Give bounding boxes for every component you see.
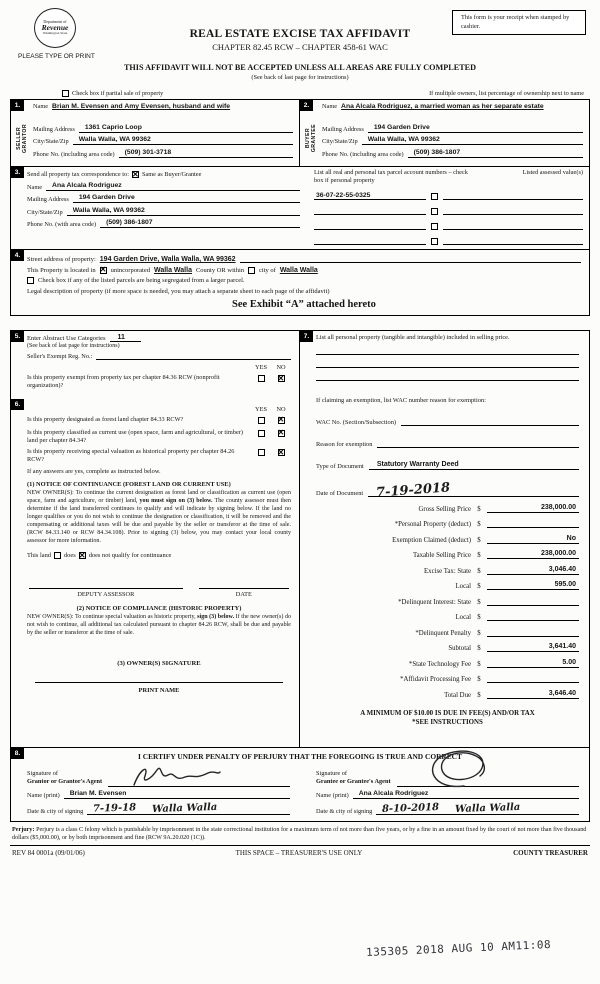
- corr-name-label: Name: [27, 183, 43, 191]
- gross-selling-price-row: [316, 504, 579, 513]
- multiple-owners-note: If multiple owners, list percentage of ownership next to name: [429, 90, 584, 97]
- title-block: [120, 28, 480, 52]
- assessed-value-line-2[interactable]: [443, 206, 583, 215]
- personal-property-line-3[interactable]: [316, 368, 579, 381]
- county-treasurer-label: COUNTY TREASURER: [513, 849, 588, 858]
- document-date-value: 7-19-2018: [375, 480, 451, 501]
- seller-phone-value: (509) 301-3718: [119, 149, 293, 158]
- forest-land-question: Is this property designated as forest land chapter 84.33 RCW?: [27, 415, 184, 423]
- buyer-citystatezip-value: Walla Walla, WA 99362: [362, 136, 583, 145]
- print-name-label: PRINT NAME: [138, 687, 180, 695]
- legal-description-label: Legal description of property (if more space is needed, you may attach a separate sheet to each page of the affidavit): [27, 287, 330, 295]
- assessed-value-line-1[interactable]: [443, 191, 583, 200]
- wac-no-label: WAC No. (Section/Subsection): [316, 419, 397, 427]
- seller-phone-label: Phone No. (including area code): [33, 150, 115, 158]
- continuance-notice-body: NEW OWNER(S): To continue the current designation as forest land or classification as current use (open space, farm and agriculture, or timber) land, you must sign on (3) below. The county assessor must then determine if the land transferred continues to qualify and will indicate by signing below. If the land no longer qualifies or you do not wish to continue the designation or classification, it will be removed and the compensating or additional taxes will be due and payable by the seller or transferor at the time of sale. (RCW 84.33.140 or RCW 84.34.108). Prior to signing (3) below, you may contact your local county assessor for more information.: [27, 490, 291, 544]
- parcel-row: [314, 206, 583, 215]
- continuance-notice-title: (1) NOTICE OF CONTINUANCE (FOREST LAND OR CURRENT USE): [27, 481, 231, 489]
- document-type-value: Statutory Warranty Deed: [369, 461, 579, 470]
- grantor-date-city-line[interactable]: [87, 803, 290, 815]
- total-due-value: 3,646.40: [487, 690, 579, 699]
- dollar-sign: $: [477, 614, 481, 622]
- unincorporated-label: unincorporated: [110, 266, 150, 274]
- partial-sale-label: Check box if partial sale of property: [72, 90, 164, 97]
- perjury-label: Perjury:: [12, 826, 35, 833]
- street-address-line[interactable]: [240, 255, 581, 263]
- document-date-label: Date of Document: [316, 490, 364, 498]
- assessor-date-line[interactable]: [199, 579, 289, 589]
- perjury-notice: [10, 826, 590, 843]
- exemption-note: If claiming an exemption, list WAC number reason for exemption:: [316, 397, 486, 405]
- dollar-sign: $: [477, 552, 481, 560]
- grantee-signature-label: Signature of Grantee or Grantee's Agent: [316, 769, 391, 786]
- deputy-assessor-signature-line[interactable]: [29, 579, 183, 589]
- current-use-question: Is this property classified as current use (open space, farm and agricultural, or timber) land per chapter 84.34?: [27, 428, 243, 444]
- tax-correspondence-label: Send all property tax correspondence to:: [27, 171, 129, 178]
- land-does-not-label: does not qualify for continuance: [88, 552, 172, 560]
- street-address-label: Street address of property:: [27, 256, 96, 264]
- grantee-signature-scribble: [418, 746, 502, 792]
- grantor-date-label: Date & city of signing: [27, 807, 84, 815]
- land-does-label: does: [63, 552, 76, 560]
- current-use-no-checkbox[interactable]: [278, 430, 285, 437]
- buyer-citystatezip-label: City/State/Zip: [322, 138, 358, 145]
- historic-no-checkbox[interactable]: [278, 449, 285, 456]
- seller-name-value: Brian M. Evensen and Amy Evensen, husband and wife: [52, 103, 231, 110]
- grantor-signature[interactable]: [108, 767, 290, 787]
- exemption-claimed-label: Exemption Claimed (deduct): [392, 536, 471, 544]
- seller-grantor-side-label: SELLER GRANTOR: [15, 123, 28, 153]
- parcel-number-line-2[interactable]: [314, 206, 426, 215]
- legal-description-value: See Exhibit “A” attached hereto: [232, 298, 376, 310]
- parcel-personal-checkbox-2[interactable]: [431, 208, 438, 215]
- personal-property-deduct-label: *Personal Property (deduct): [394, 521, 471, 529]
- seller-mailing-label: Mailing Address: [33, 125, 75, 133]
- street-address-value: 194 Garden Drive, Walla Walla, WA 99362: [99, 256, 236, 264]
- grantee-signature[interactable]: [397, 767, 579, 787]
- assessed-values-header: Listed assessed value(s): [522, 169, 583, 176]
- assessed-value-line-3[interactable]: [443, 221, 583, 230]
- sellers-exempt-reg-line[interactable]: [96, 352, 291, 360]
- buyer-mailing-label: Mailing Address: [322, 125, 364, 133]
- grantee-date-label: Date & city of signing: [316, 807, 373, 815]
- personal-property-deduct-row: [316, 519, 579, 528]
- property-tax-exempt-question: Is this property exempt from property tax per chapter 84.36 RCW (nonprofit organization)?: [27, 374, 220, 390]
- section-divider-gap: [10, 316, 590, 330]
- delinquent-interest-state-row: [316, 597, 579, 606]
- seller-name-label: Name: [33, 103, 49, 110]
- personal-property-deduct-value[interactable]: [487, 519, 579, 528]
- city-of-label: city of: [259, 266, 276, 274]
- seller-mailing-value: 1361 Caprio Loop: [79, 124, 293, 133]
- dollar-sign: $: [477, 521, 481, 529]
- section-2-badge: 2.: [300, 100, 313, 111]
- dollar-sign: $: [477, 598, 481, 606]
- deputy-assessor-row: [27, 579, 291, 598]
- this-land-label: This land: [27, 552, 51, 560]
- parcel-list-header: List all real and personal tax parcel account numbers – check box if personal property: [314, 169, 468, 184]
- total-due-row: [316, 690, 579, 699]
- grantor-signing-date: 7-19-18: [93, 801, 137, 815]
- perjury-text: Perjury is a class C felony which is punishable by imprisonment in the state correctional institution for a maximum term of not more than five years, or by a fine in an amount fixed by the court of not more than five thousand dollars ($5,000.00), or by both imprisonment and fine (RCW 9A.20.020 (1C)).: [12, 826, 587, 842]
- assessor-date-label: DATE: [235, 591, 252, 599]
- grantee-name-value: Ana Alcala Rodriguez: [353, 790, 579, 799]
- section-5: [11, 331, 299, 395]
- section-7-badge: 7.: [300, 331, 313, 342]
- taxable-selling-price-value: 238,000.00: [487, 550, 579, 559]
- affidavit-processing-fee-label: *Affidavit Processing Fee: [400, 676, 471, 684]
- excise-tax-state-value: 3,046.40: [487, 566, 579, 575]
- section-6-badge: 6.: [11, 399, 24, 410]
- dollar-sign: $: [477, 676, 481, 684]
- segregated-label: Check box if any of the listed parcels are being segregated from a larger parcel.: [38, 277, 245, 285]
- s5-exempt-yes-checkbox[interactable]: [258, 375, 265, 382]
- parcel-list-block: [306, 167, 589, 249]
- section-8: [10, 748, 590, 822]
- dollar-sign: $: [477, 505, 481, 513]
- dept-of-revenue-logo: [34, 8, 76, 48]
- buyer-mailing-value: 194 Garden Drive: [368, 124, 583, 133]
- please-type-or-print-label: PLEASE TYPE OR PRINT: [18, 53, 95, 60]
- section-6: [11, 399, 299, 700]
- compliance-notice-title: (2) NOTICE OF COMPLIANCE (HISTORIC PROPERTY): [76, 605, 242, 613]
- seller-citystatezip-value: Walla Walla, WA 99362: [73, 136, 293, 145]
- section-3: [10, 167, 590, 250]
- if-yes-note: If any answers are yes, complete as instructed below.: [27, 468, 161, 476]
- section-3-badge: 3.: [11, 167, 24, 178]
- form-title: REAL ESTATE EXCISE TAX AFFIDAVIT: [189, 28, 411, 40]
- state-technology-fee-value: 5.00: [487, 659, 579, 668]
- county-value: Walla Walla: [153, 266, 192, 274]
- owners-signature-line[interactable]: [35, 667, 283, 683]
- section-1-badge: 1.: [11, 100, 24, 111]
- segregated-checkbox[interactable]: [27, 277, 34, 284]
- delinquent-interest-local-label: Local: [455, 614, 471, 622]
- personal-property-line-1[interactable]: [316, 342, 579, 355]
- tax-correspondence-block: [11, 167, 306, 249]
- logo-dept-text: Department of: [43, 18, 67, 24]
- county-or-within-label: County OR within: [195, 266, 245, 274]
- grantee-signature-block: [300, 763, 589, 821]
- parcel-number-value: 36-07-22-55-0325: [314, 192, 426, 200]
- parcel-number-line-3[interactable]: [314, 221, 426, 230]
- owners-signature-label: (3) OWNER(S) SIGNATURE: [117, 660, 201, 668]
- cashier-timestamp-stamp: 135305 2018 AUG 10 AM11:08: [365, 937, 552, 960]
- unincorporated-checkbox[interactable]: [100, 267, 107, 274]
- section-4: [10, 250, 590, 316]
- delinquent-penalty-row: [316, 628, 579, 637]
- compliance-notice-body: NEW OWNER(S): To continue special valuation as historic property, sign (3) below. If the new owner(s) do not wish to continue, all additional tax calculated pursuant to chapter 84.26 RCW, shall be due and payable by the seller or transferor at the time of sale.: [27, 614, 292, 637]
- s6-yes-no-header: YES NO: [255, 405, 286, 413]
- document-type-label: Type of Document: [316, 463, 364, 471]
- grantor-signing-city: Walla Walla: [152, 801, 218, 815]
- grantor-name-label: Name (print): [27, 792, 60, 800]
- same-as-buyer-checkbox[interactable]: [132, 171, 139, 178]
- corr-citystatezip-label: City/State/Zip: [27, 208, 63, 216]
- forest-yes-checkbox[interactable]: [258, 417, 265, 424]
- dollar-sign: $: [477, 583, 481, 591]
- exemption-claimed-value: No: [487, 535, 579, 544]
- gross-selling-price-label: Gross Selling Price: [418, 505, 471, 513]
- current-use-yes-checkbox[interactable]: [258, 430, 265, 437]
- certify-statement: I CERTIFY UNDER PENALTY OF PERJURY THAT THE FOREGOING IS TRUE AND CORRECT: [138, 751, 462, 761]
- buyer-section: [300, 100, 589, 166]
- dollar-sign: $: [477, 629, 481, 637]
- affidavit-processing-fee-value[interactable]: [487, 674, 579, 683]
- land-does-checkbox[interactable]: [54, 552, 61, 559]
- grantor-signature-label: Signature of Grantor or Grantor's Agent: [27, 769, 103, 786]
- excise-tax-local-row: [316, 581, 579, 590]
- land-does-not-checkbox[interactable]: [79, 552, 86, 559]
- parcel-row: [314, 191, 583, 200]
- seller-citystatezip-label: City/State/Zip: [33, 138, 69, 145]
- minimum-fee-note: A MINIMUM OF $10.00 IS DUE IN FEE(S) AND/OR TAX: [360, 709, 535, 717]
- delinquent-interest-state-label: *Delinquent Interest: State: [398, 598, 471, 606]
- abstract-use-note: (See back of last page for instructions): [27, 342, 120, 349]
- abstract-use-value: 11: [110, 334, 141, 342]
- grantee-name-label: Name (print): [316, 792, 349, 800]
- parcel-personal-checkbox-4[interactable]: [431, 238, 438, 245]
- excise-tax-state-row: [316, 566, 579, 575]
- dollar-sign: $: [477, 691, 481, 699]
- section-5-badge: 5.: [11, 331, 24, 342]
- sections-5-6-7: [10, 330, 590, 748]
- state-technology-fee-label: *State Technology Fee: [408, 660, 471, 668]
- see-instructions-note: *SEE INSTRUCTIONS: [412, 718, 483, 726]
- delinquent-penalty-value[interactable]: [487, 628, 579, 637]
- wac-no-line[interactable]: [401, 417, 579, 426]
- parcel-number-line-4[interactable]: [314, 236, 426, 245]
- assessed-value-line-4[interactable]: [443, 236, 583, 245]
- same-as-buyer-label: Same as Buyer/Grantee: [141, 171, 202, 178]
- corr-phone-value: (509) 386-1807: [100, 219, 300, 228]
- excise-tax-local-value: 595.00: [487, 581, 579, 590]
- buyer-phone-value: (509) 386-1807: [408, 149, 583, 158]
- parcel-personal-checkbox-1[interactable]: [431, 193, 438, 200]
- corr-name-value: Ana Alcala Rodriguez: [46, 182, 300, 191]
- subtotal-label: Subtotal: [448, 645, 471, 653]
- grantee-signing-date: 8-10-2018: [382, 801, 440, 815]
- reason-for-exemption-line[interactable]: [377, 439, 579, 448]
- parcel-row: [314, 236, 583, 245]
- state-technology-fee-row: [316, 659, 579, 668]
- historic-yes-checkbox[interactable]: [258, 449, 265, 456]
- parcel-row: [314, 221, 583, 230]
- located-in-label: This Property is located in: [27, 266, 96, 274]
- warning-subtext: (See back of last page for instructions): [251, 74, 349, 81]
- grantor-name-value: Brian M. Evensen: [64, 790, 290, 799]
- deputy-assessor-cell: [29, 579, 183, 598]
- dollar-sign: $: [477, 660, 481, 668]
- logo-revenue-text: Revenue: [41, 23, 69, 33]
- total-due-label: Total Due: [444, 691, 471, 699]
- sellers-exempt-reg-label: Seller's Exempt Reg. No.:: [27, 353, 93, 361]
- taxable-selling-price-row: [316, 550, 579, 559]
- form-footer: [10, 845, 590, 857]
- corr-phone-label: Phone No. (with area code): [27, 221, 97, 228]
- seller-section: [11, 100, 300, 166]
- parcel-personal-checkbox-3[interactable]: [431, 223, 438, 230]
- dollar-sign: $: [477, 536, 481, 544]
- assessor-date-cell: [199, 579, 289, 598]
- section-8-badge: 8.: [11, 748, 24, 759]
- forest-no-checkbox[interactable]: [278, 417, 285, 424]
- rev-number: REV 84 0001a (09/01/06): [12, 849, 85, 858]
- parties-section: [10, 99, 590, 167]
- corr-mailing-value: 194 Garden Drive: [73, 194, 300, 203]
- deputy-assessor-label: DEPUTY ASSESSOR: [77, 591, 135, 599]
- s5-yes-no-header: YES NO: [255, 364, 286, 372]
- delinquent-interest-local-value[interactable]: [487, 612, 579, 621]
- buyer-phone-label: Phone No. (including area code): [322, 150, 404, 158]
- delinquent-interest-state-value[interactable]: [487, 597, 579, 606]
- dollar-sign: $: [477, 567, 481, 575]
- corr-mailing-label: Mailing Address: [27, 196, 69, 203]
- buyer-name-value: Ana Alcala Rodriguez, a married woman as her separate estate: [341, 103, 544, 110]
- excise-tax-local-label: Local: [455, 583, 471, 591]
- subtotal-row: [316, 643, 579, 652]
- partial-sale-checkbox[interactable]: [62, 90, 69, 97]
- left-column: [11, 331, 300, 747]
- dollar-sign: $: [477, 645, 481, 653]
- exemption-claimed-row: [316, 535, 579, 544]
- grantor-signature-scribble: [130, 763, 222, 791]
- logo-state-text: Washington State: [42, 31, 68, 36]
- s5-exempt-no-checkbox[interactable]: [278, 375, 285, 382]
- receipt-note-box: This form is your receipt when stamped by cashier.: [452, 10, 586, 35]
- partial-sale-row: [10, 90, 590, 99]
- subtotal-value: 3,641.40: [487, 643, 579, 652]
- form-header: [10, 6, 590, 90]
- warning-text: THIS AFFIDAVIT WILL NOT BE ACCEPTED UNLESS ALL AREAS ARE FULLY COMPLETED: [123, 63, 477, 72]
- section-7: [300, 331, 589, 747]
- grantee-signing-city: Walla Walla: [455, 801, 521, 815]
- reet-affidavit-form: [10, 6, 590, 857]
- land-continuance-row: [27, 552, 291, 559]
- abstract-use-label: Enter Abstract Use Categories: [27, 334, 106, 342]
- city-value: Walla Walla: [279, 266, 318, 274]
- grantee-date-city-line[interactable]: [376, 803, 579, 815]
- buyer-grantee-side-label: BUYER GRANTEE: [304, 123, 317, 153]
- grantor-signature-block: [11, 763, 300, 821]
- historic-property-question: Is this property receiving special valuation as historical property per chapter 84.26 RCW?: [27, 448, 235, 464]
- city-of-checkbox[interactable]: [248, 267, 255, 274]
- excise-tax-state-label: Excise Tax: State: [424, 567, 471, 575]
- corr-citystatezip-value: Walla Walla, WA 99362: [67, 207, 300, 216]
- taxable-selling-price-label: Taxable Selling Price: [412, 552, 471, 560]
- buyer-name-label: Name: [322, 103, 338, 110]
- personal-property-line-2[interactable]: [316, 355, 579, 368]
- delinquent-penalty-label: *Delinquent Penalty: [415, 629, 471, 637]
- gross-selling-price-value: 238,000.00: [487, 504, 579, 513]
- form-chapter: CHAPTER 82.45 RCW – CHAPTER 458-61 WAC: [212, 42, 388, 52]
- personal-property-label: List all personal property (tangible and intangible) included in selling price.: [316, 333, 510, 341]
- reason-for-exemption-label: Reason for exemption: [316, 441, 373, 449]
- treasurer-space-label: THIS SPACE – TREASURER'S USE ONLY: [235, 849, 363, 858]
- affidavit-processing-fee-row: [316, 674, 579, 683]
- section-4-badge: 4.: [11, 250, 24, 261]
- delinquent-interest-local-row: [316, 612, 579, 621]
